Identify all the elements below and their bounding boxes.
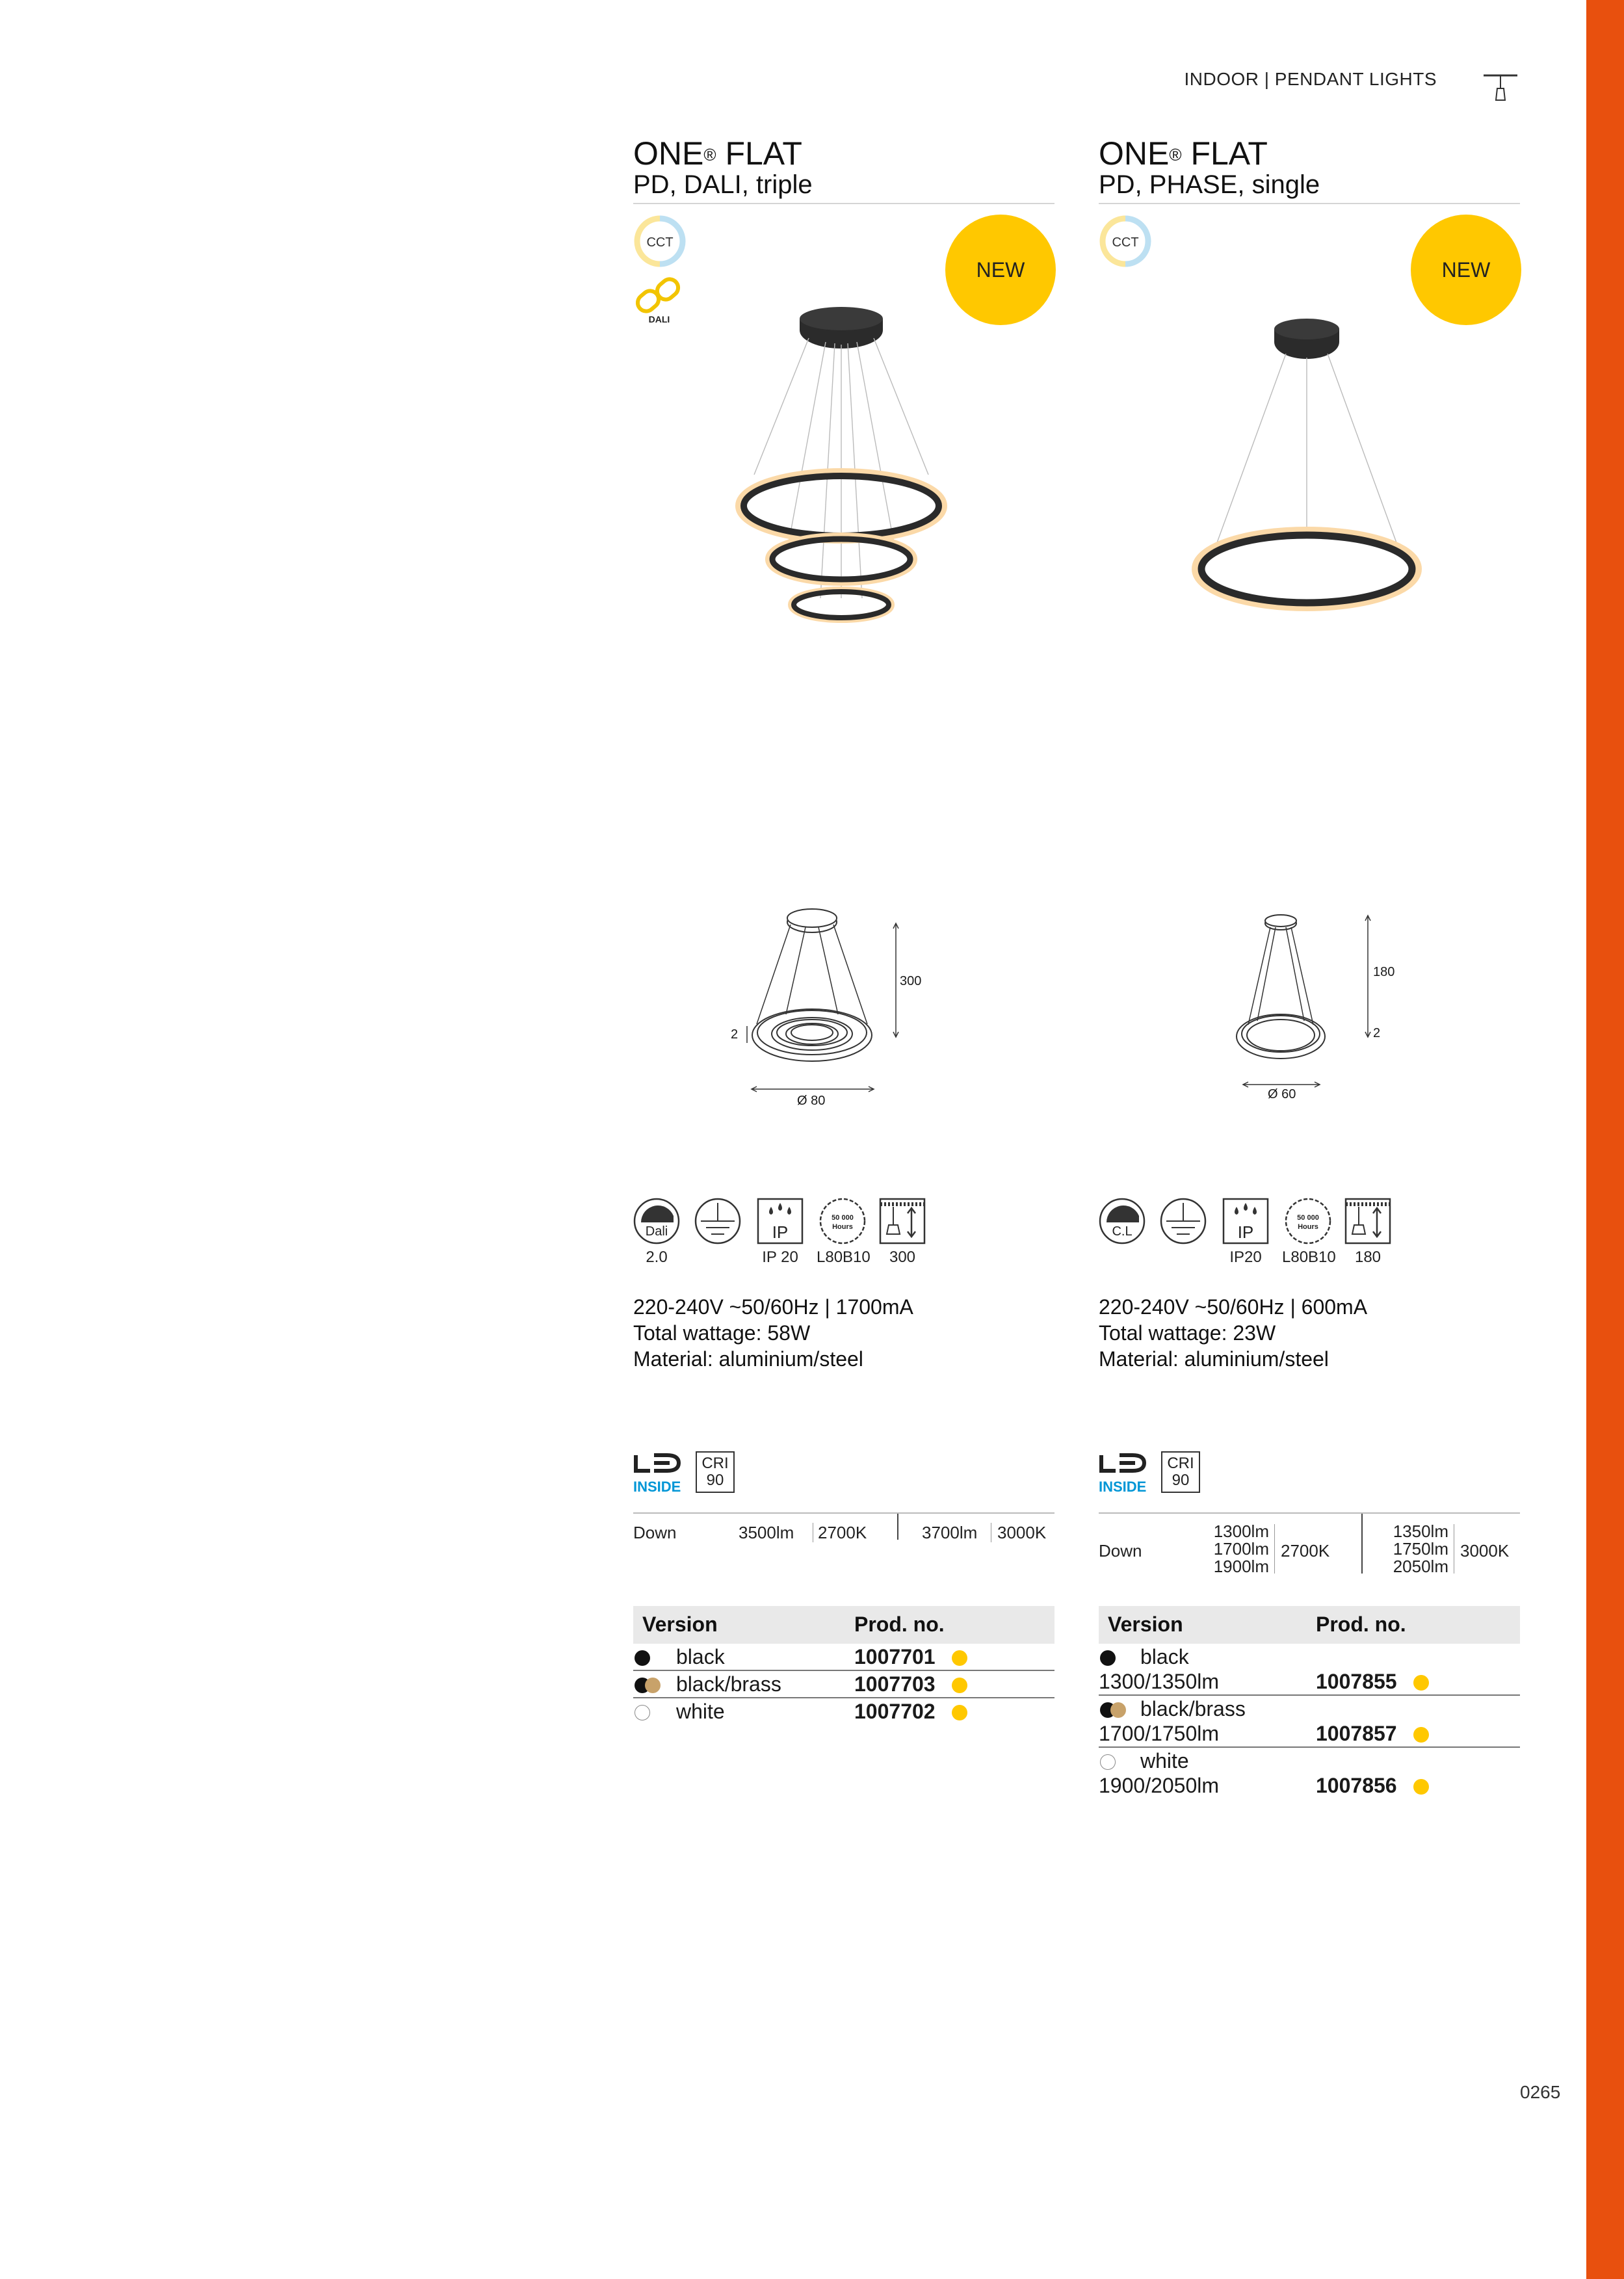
new-indicator-dot [1413, 1727, 1429, 1743]
ip-rating-icon [758, 1199, 802, 1243]
spec-text [633, 1294, 913, 1372]
product-column-single [1099, 0, 1521, 2279]
brass-swatch [645, 1678, 661, 1693]
phase-dimming-icon [1100, 1199, 1144, 1243]
new-indicator-dot [1413, 1675, 1429, 1691]
lifetime-icon [820, 1199, 865, 1243]
lumen-table-rule [1099, 1512, 1520, 1514]
table-row: black/brass 1007703 [633, 1671, 1054, 1698]
title-divider [1099, 203, 1520, 204]
svg-text:DALI: DALI [648, 314, 670, 324]
lumen-column-divider [1361, 1514, 1363, 1574]
new-badge: NEW [945, 215, 1056, 325]
page-edge-accent-bar [1586, 0, 1624, 2279]
lumen-direction: Down [1099, 1541, 1142, 1561]
svg-text:INSIDE: INSIDE [633, 1479, 681, 1494]
title-divider [633, 203, 1054, 204]
lumen-separator [1274, 1524, 1275, 1574]
svg-text:50 000: 50 000 [832, 1214, 854, 1222]
height-label: 300 [900, 974, 922, 988]
table-row: white 1900/2050lm 1007856 [1099, 1748, 1520, 1798]
spec-text [1099, 1294, 1367, 1372]
svg-text:INSIDE: INSIDE [1099, 1479, 1147, 1494]
new-badge: NEW [1411, 215, 1521, 325]
svg-text:IP: IP [772, 1222, 789, 1242]
cct-icon [1099, 215, 1152, 268]
new-indicator-dot [952, 1650, 967, 1666]
table-row: black 1007701 [633, 1644, 1054, 1671]
ip-rating-icon [1224, 1199, 1268, 1243]
new-indicator-dot [1413, 1779, 1429, 1795]
category-breadcrumb: INDOOR | PENDANT LIGHTS [1184, 69, 1437, 89]
thickness-label: 2 [731, 1027, 739, 1042]
lumen-values-b: 1350lm 1750lm 2050lm [1393, 1522, 1448, 1576]
lifetime-caption: L80B10 [817, 1248, 871, 1266]
lumen-column-divider [897, 1514, 898, 1540]
lifetime-icon [1286, 1199, 1330, 1243]
cri-badge: CRI 90 [1161, 1451, 1200, 1493]
version-table-header: Version Prod. no. [633, 1606, 1054, 1644]
version-table-header: Version Prod. no. [1099, 1606, 1520, 1644]
product-subtitle: PD, PHASE, single [1099, 170, 1320, 199]
electrical-spec: 220-240V ~50/60Hz | 600mA [1099, 1295, 1368, 1319]
black-swatch [635, 1650, 650, 1666]
lumen-cct-a: 2700K [1281, 1541, 1330, 1561]
product-column-triple [633, 0, 1056, 2279]
material-spec: Material: aluminium/steel [633, 1347, 863, 1371]
table-row: black/brass 1700/1750lm 1007857 [1099, 1696, 1520, 1748]
svg-text:IP: IP [1237, 1222, 1254, 1242]
product-title: ONE® FLAT [633, 135, 802, 172]
dali-version-caption: 2.0 [646, 1248, 668, 1266]
ip-caption: IP 20 [762, 1248, 798, 1266]
white-swatch [635, 1705, 650, 1720]
lumen-cct-b: 3000K [997, 1523, 1047, 1542]
product-subtitle: PD, DALI, triple [633, 170, 813, 199]
cable-length-icon [1346, 1199, 1390, 1243]
lumen-cct-a: 2700K [818, 1523, 867, 1542]
new-indicator-dot [952, 1678, 967, 1693]
lifetime-caption: L80B10 [1282, 1248, 1336, 1266]
lumen-value-b: 3700lm [922, 1523, 978, 1542]
new-indicator-dot [952, 1705, 967, 1720]
white-swatch [1100, 1754, 1116, 1770]
svg-text:CCT: CCT [646, 235, 674, 250]
material-spec: Material: aluminium/steel [1099, 1347, 1329, 1371]
dimension-drawing [731, 897, 971, 1118]
table-row: black 1300/1350lm 1007855 [1099, 1644, 1520, 1696]
thickness-label: 2 [1373, 1026, 1381, 1040]
cct-icon [633, 215, 687, 268]
svg-text:C.L: C.L [1112, 1224, 1133, 1239]
led-inside-icon [633, 1451, 683, 1494]
product-title: ONE® FLAT [1099, 135, 1268, 172]
product-photo-single-ring [1177, 299, 1450, 650]
product-photo-triple-ring [711, 299, 984, 650]
ip-caption: IP20 [1229, 1248, 1262, 1266]
diameter-label: Ø 60 [1268, 1087, 1296, 1101]
electrical-spec: 220-240V ~50/60Hz | 1700mA [633, 1295, 913, 1319]
version-table [1099, 1606, 1520, 1798]
dali-dimming-icon [635, 1199, 679, 1243]
cri-badge: CRI 90 [696, 1451, 735, 1493]
svg-text:Hours: Hours [1298, 1223, 1318, 1231]
svg-text:Dali: Dali [645, 1224, 668, 1239]
height-label: 180 [1373, 965, 1395, 979]
brass-swatch [1110, 1702, 1126, 1718]
lumen-value-a: 3500lm [739, 1523, 794, 1542]
cable-length-icon [880, 1199, 924, 1243]
wattage-spec: Total wattage: 23W [1099, 1321, 1276, 1345]
black-swatch [1100, 1650, 1116, 1666]
svg-text:50 000: 50 000 [1297, 1214, 1319, 1222]
led-inside-icon [1099, 1451, 1148, 1494]
cable-length-caption: 180 [1354, 1248, 1382, 1266]
diameter-label: Ø 80 [797, 1094, 826, 1108]
table-row: white 1007702 [633, 1698, 1054, 1724]
svg-text:CCT: CCT [1112, 235, 1139, 250]
version-table [633, 1606, 1054, 1724]
svg-text:Hours: Hours [832, 1223, 853, 1231]
protection-class-icon [696, 1199, 740, 1243]
lumen-cct-b: 3000K [1460, 1541, 1510, 1561]
wattage-spec: Total wattage: 58W [633, 1321, 811, 1345]
lumen-values-a: 1300lm 1700lm 1900lm [1213, 1522, 1269, 1576]
protection-class-icon [1161, 1199, 1205, 1243]
dali-icon [633, 273, 687, 326]
lumen-table-rule [633, 1512, 1054, 1514]
dimension-drawing [1203, 897, 1437, 1118]
page-number: 0265 [1520, 2082, 1561, 2102]
lumen-direction: Down [633, 1523, 677, 1542]
cable-length-caption: 300 [889, 1248, 916, 1266]
